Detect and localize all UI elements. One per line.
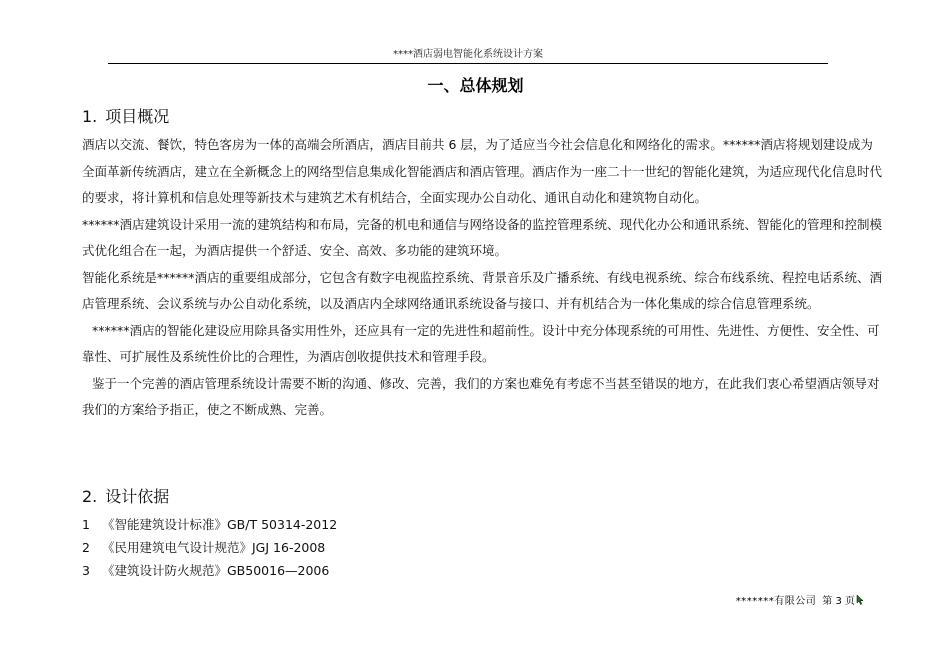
paragraph: 智能化系统是******酒店的重要组成部分，它包含有数字电视监控系统、背景音乐及广播系统、有线电视系统、综合布线系统、程控电话系统、酒店管理系统、会议系统与办公自动化系统，以及酒店内全球网络通讯系统设备与接口、并有机结合为一体化集成的综合信息管理系统。 (82, 269, 883, 311)
mouse-cursor-icon (856, 595, 864, 603)
reference-number: 3 (82, 563, 90, 578)
section-heading-design-basis (82, 486, 169, 508)
paragraph: ******酒店的智能化建设应用除具备实用性外，还应具有一定的先进性和超前性。设计中充分体现系统的可用性、先进性、方便性、安全性、可靠性、可扩展性及系统性价比的合理性，为酒店创收提供技术和管理手段。 (82, 322, 880, 364)
footer-company: *******有限公司 (735, 596, 817, 607)
paragraph: ******酒店建筑设计采用一流的建筑结构和布局，完备的机电和通信与网络设备的监控管理系统、现代化办公和通讯系统、智能化的管理和控制模式优化组合在一起，为酒店提供一个舒适、安全、高效、多功能的建筑环境。 (82, 216, 883, 258)
running-header: ****酒店弱电智能化系统设计方案 (393, 49, 543, 60)
section-heading-project-overview (82, 106, 169, 128)
reference-number: 1 (82, 517, 90, 532)
paragraph: 酒店以交流、餐饮，特色客房为一体的高端会所酒店，酒店目前共 6 层，为了适应当今社会信息化和网络化的需求。******酒店将规划建设成为全面革新传统酒店，建立在全新概念上的网络型信息集成化智能酒店和酒店管理。酒店作为一座二十一世纪的智能化建筑，为适应现代化信息时代的要求，将计算机和信息处理等新技术与建筑艺术有机结合，全面实现办公自动化、通讯自动化和建筑物自动化。 (82, 137, 883, 205)
header-rule (108, 63, 828, 64)
reference-list (82, 513, 337, 582)
page-footer (736, 594, 864, 609)
chapter-title: 一、总体规划 (427, 76, 524, 95)
reference-text: 《智能建筑设计标准》GB/T 50314-2012 (102, 517, 338, 532)
reference-text: 《民用建筑电气设计规范》JGJ 16-2008 (102, 540, 326, 555)
reference-item (82, 513, 337, 536)
section-number: 2. (82, 487, 98, 506)
page-number: 第 3 页 (822, 596, 855, 607)
project-overview-body (82, 132, 882, 424)
section-title: 项目概况 (105, 107, 170, 126)
reference-text: 《建筑设计防火规范》GB50016—2006 (102, 563, 330, 578)
section-title: 设计依据 (105, 487, 170, 506)
reference-item (82, 559, 337, 582)
section-number: 1. (82, 107, 98, 126)
reference-number: 2 (82, 540, 90, 555)
paragraph: 鉴于一个完善的酒店管理系统设计需要不断的沟通、修改、完善，我们的方案也难免有考虑不当甚至错误的地方，在此我们衷心希望酒店领导对我们的方案给予指正，使之不断成熟、完善。 (82, 375, 880, 417)
reference-item (82, 536, 337, 559)
